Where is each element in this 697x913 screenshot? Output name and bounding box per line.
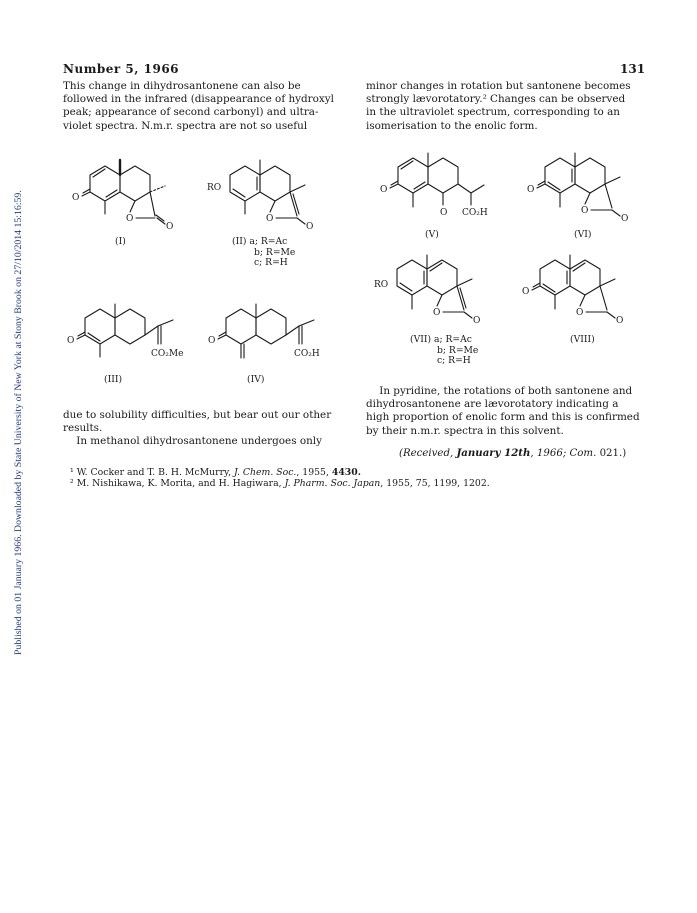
reference-authors: M. Nishikawa, K. Morita, and H. Hagiwara, xyxy=(76,478,285,490)
substituent-label: RO xyxy=(374,280,389,290)
reference-item xyxy=(70,478,490,489)
atom-label: O xyxy=(473,316,481,326)
compound-label-III: (III) xyxy=(104,374,123,385)
atom-label: O xyxy=(72,193,80,203)
page-number: 131 xyxy=(620,62,646,76)
received-number: 021.) xyxy=(596,448,627,459)
compound-label-V: (V) xyxy=(425,229,439,240)
received-mid: , 1966; xyxy=(530,448,570,459)
text-line: due to solubility difficulties, but bear out our other xyxy=(63,409,332,421)
compound-label-I: (I) xyxy=(115,236,126,247)
left-bottom-paragraph xyxy=(63,409,347,449)
atom-label: O xyxy=(616,316,624,326)
reference-authors: W. Cocker and T. B. H. McMurry, xyxy=(76,467,234,478)
ester-group: CO₂Me xyxy=(151,349,184,359)
right-bottom-paragraph xyxy=(366,385,638,438)
atom-label: O xyxy=(621,214,629,224)
text-line: dihydrosantonene are lævorotatory indicating a xyxy=(366,398,619,411)
variant-c: c; R=H xyxy=(437,355,471,366)
acid-group: CO₂H xyxy=(462,208,488,218)
text-line: isomerisation to the enolic form. xyxy=(366,119,538,132)
atom-label: O xyxy=(581,206,589,216)
left-intro-paragraph xyxy=(63,80,347,133)
structure-compound-V xyxy=(378,145,508,229)
compound-number: (VII) xyxy=(410,334,432,345)
text-line: violet spectra. N.m.r. spectra are not so useful xyxy=(63,119,308,132)
text-line: In methanol dihydrosantonene undergoes only xyxy=(63,435,322,448)
atom-label: O xyxy=(266,214,274,224)
reference-number: ² xyxy=(70,478,74,490)
atom-label: O xyxy=(166,222,174,232)
compound-number: (II) xyxy=(232,236,247,247)
text-line: by their n.m.r. spectra in this solvent. xyxy=(366,424,564,437)
reference-year: , 1955, xyxy=(296,467,332,478)
variant-b: b; R=Me xyxy=(437,344,479,356)
compound-label-VII xyxy=(410,335,478,367)
compound-label-II xyxy=(232,237,295,269)
text-line: in the ultraviolet spectrum, corresponding to an xyxy=(366,106,620,119)
atom-label: O xyxy=(126,214,134,224)
variant-b: b; R=Me xyxy=(254,246,296,258)
atom-label: O xyxy=(527,185,535,195)
text-line: This change in dihydrosantonene can also be xyxy=(63,80,301,92)
atom-label: O xyxy=(522,287,530,297)
text-line: minor changes in rotation but santonene becomes xyxy=(366,80,631,92)
structure-compound-I xyxy=(70,150,180,234)
text-line: In pyridine, the rotations of both santonene and xyxy=(366,385,633,397)
acid-group: CO₂H xyxy=(294,349,320,359)
text-line: strongly lævorotatory.² Changes can be observed xyxy=(366,93,626,106)
download-notice-text: Published on 01 January 1966. Downloaded by State University of New York at Stony Brook on 27/10/2014 15:16:59. xyxy=(13,190,24,655)
right-intro-paragraph xyxy=(366,80,638,133)
structure-compound-VI xyxy=(525,145,640,229)
reference-number: ¹ xyxy=(70,467,74,478)
received-open: (Received, xyxy=(399,448,457,459)
atom-label: O xyxy=(380,185,388,195)
text-line: followed in the infrared (disappearance of hydroxyl xyxy=(63,93,334,106)
atom-label: O xyxy=(576,308,584,318)
variant-a: a; R=Ac xyxy=(433,334,472,345)
reference-journal: J. Pharm. Soc. Japan xyxy=(284,478,381,490)
substituent-label: RO xyxy=(207,183,222,193)
text-line: results. xyxy=(63,422,103,435)
text-line: peak; appearance of second carbonyl) and ultra- xyxy=(63,106,319,119)
structure-compound-VII xyxy=(372,245,497,334)
atom-label: O xyxy=(306,222,314,232)
references xyxy=(70,467,490,490)
journal-number: Number 5, 1966 xyxy=(63,62,180,76)
reference-journal: J. Chem. Soc. xyxy=(234,467,297,478)
compound-label-VIII: (VIII) xyxy=(570,334,595,345)
reference-pages: 75, 1199, 1202. xyxy=(415,478,490,490)
reference-year: , 1955, xyxy=(380,478,416,490)
variant-c: c; R=H xyxy=(254,257,288,268)
structure-compound-IV xyxy=(206,296,326,380)
compound-label-VI: (VI) xyxy=(574,229,592,240)
received-note xyxy=(399,447,626,459)
text-line: high proportion of enolic form and this is confirmed xyxy=(366,411,640,424)
ketone-oxygen: O xyxy=(440,208,448,218)
structure-compound-II xyxy=(205,150,320,234)
structure-compound-III xyxy=(65,296,185,380)
compound-label-IV: (IV) xyxy=(247,374,265,385)
atom-label: O xyxy=(433,308,441,318)
received-date: January 12th xyxy=(456,447,531,459)
atom-label: O xyxy=(67,336,75,346)
atom-label: O xyxy=(208,336,216,346)
received-com: Com. xyxy=(569,448,597,459)
download-notice xyxy=(5,95,24,655)
reference-pages: 4430. xyxy=(331,467,361,478)
structure-compound-VIII xyxy=(520,245,635,334)
variant-a: a; R=Ac xyxy=(249,236,288,247)
reference-item xyxy=(70,467,490,478)
